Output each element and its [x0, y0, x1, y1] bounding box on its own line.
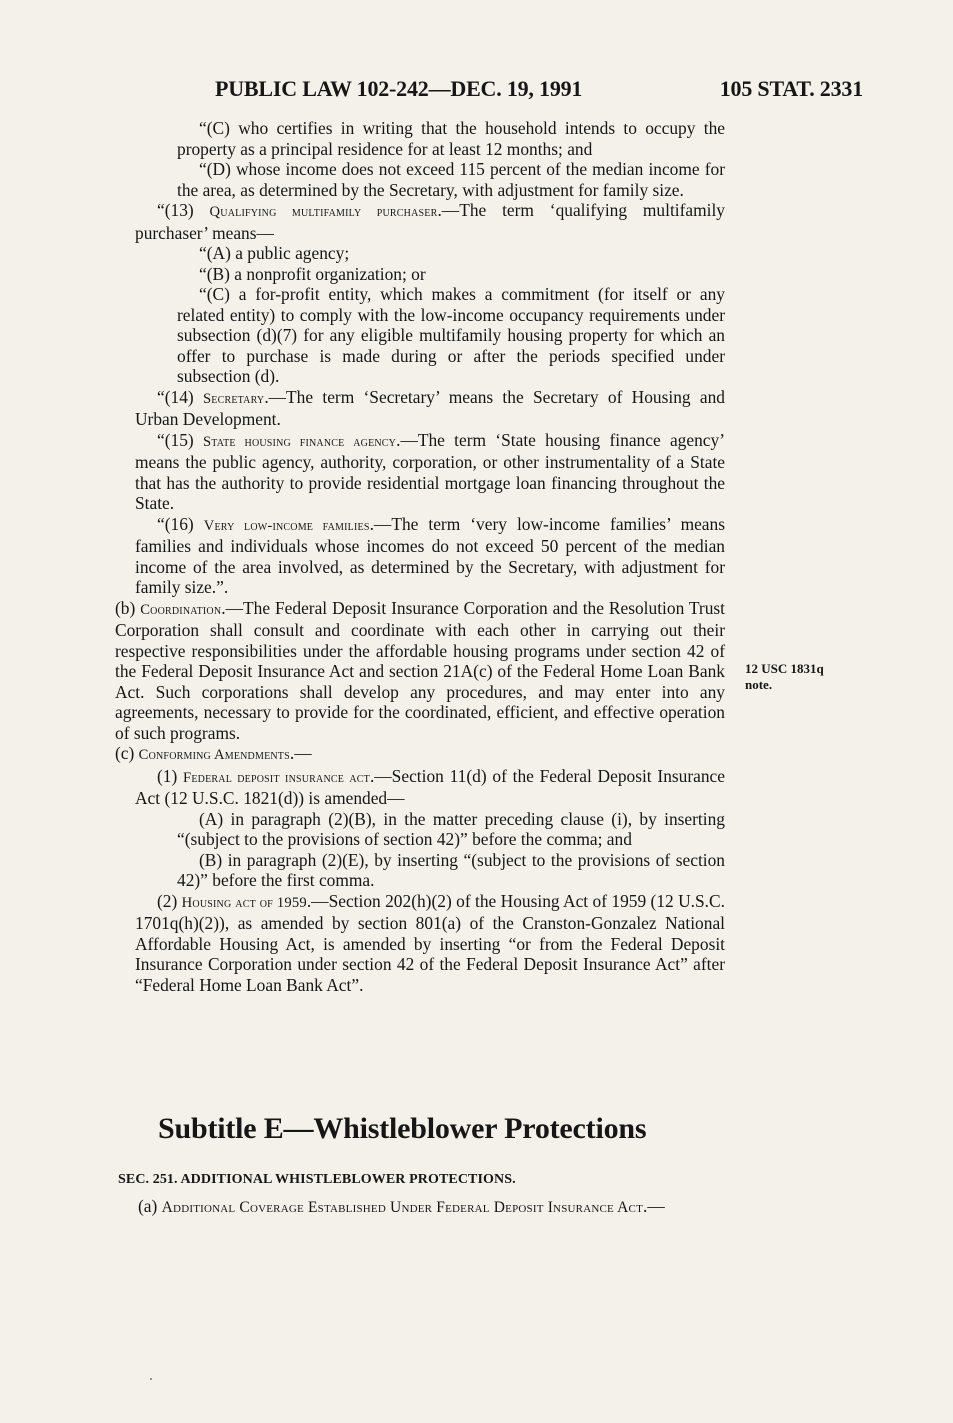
para-c-for-profit: “(C) a for-profit entity, which makes a commitment (for itself or any related entity) to comply with the low-income occupancy requirements under subsection (d)(7) for any eligible multifamily housing property for which an offer to purchase is made during or after the periods specified under subsection (d).: [177, 284, 725, 386]
para-c-certifies: “(C) who certifies in writing that the household intends to occupy the property as a principal residence for at least 12 months; and: [177, 118, 725, 159]
main-text: [115, 118, 725, 995]
term-state-housing-finance-agency: State housing finance agency: [202, 433, 397, 450]
subsection-c-conforming: (c) Conforming Amendments.—: [115, 743, 312, 763]
section-a-suffix: .—: [643, 1196, 665, 1216]
scan-speck: [150, 1378, 152, 1380]
para-d-income: “(D) whose income does not exceed 115 percent of the median income for the area, as determined by the Secretary, with adjustment for family size.: [177, 159, 725, 200]
para-14: “(14) Secretary.—The term ‘Secretary’ means the Secretary of Housing and Urban Development.: [135, 386, 725, 429]
section-251-heading: SEC. 251. ADDITIONAL WHISTLEBLOWER PROTECTIONS.: [118, 1172, 516, 1187]
section-251-a: [118, 1196, 723, 1218]
section-a-caption: Additional Coverage Established Under Federal Deposit Insurance Act: [161, 1199, 644, 1216]
term-qualifying-multifamily-purchaser: Qualifying multifamily purchaser: [209, 204, 438, 220]
term-conforming-amendments: Conforming Amendments: [138, 747, 290, 763]
para-13: “(13) Qualifying multifamily purchaser.—The term ‘qualifying multifamily purchaser’ means—: [135, 200, 726, 243]
term-federal-deposit-insurance-act: Federal deposit insurance act: [183, 769, 370, 786]
para-c1-b: (B) in paragraph (2)(E), by inserting “(subject to the provisions of section 42)” before the first comma.: [177, 849, 725, 890]
subtitle-heading: Subtitle E—Whistleblower Protections: [158, 1112, 647, 1145]
running-header: [215, 76, 863, 104]
term-secretary: Secretary: [202, 390, 265, 407]
section-a-prefix: (a): [138, 1196, 162, 1216]
header-page-number: 105 STAT. 2331: [719, 76, 863, 101]
para-b-nonprofit: “(B) a nonprofit organization; or: [199, 263, 426, 284]
para-c1-a: (A) in paragraph (2)(B), in the matter preceding clause (i), by inserting “(subject to the provisions of section 42)” before the comma; and: [177, 808, 725, 849]
para-c1-fdia: (1) Federal deposit insurance act.—Section 11(d) of the Federal Deposit Insurance Act (12 U.S.C. 1821(d)) is amended—: [135, 765, 725, 808]
margin-note-citation: 12 USC 1831q: [745, 661, 824, 676]
para-c2-housing-act: (2) Housing act of 1959.—Section 202(h)(2) of the Housing Act of 1959 (12 U.S.C. 1701q(h)(2)), as amended by section 801(a) of the Cranston-Gonzalez National Affordable Housing Act, is amended by inserting “or from the Federal Deposit Insurance Corporation under section 42 of the Federal Deposit Insurance Act” after “Federal Home Loan Bank Act”.: [135, 890, 725, 995]
para-16: “(16) Very low-income families.—The term ‘very low-income families’ means families and individuals whose incomes do not exceed 50 percent of the median income of the area involved, as determined by the Secretary, with adjustment for family size.”.: [135, 513, 725, 597]
term-housing-act-of-1959: Housing act of 1959: [181, 894, 307, 911]
para-a-public-agency: “(A) a public agency;: [199, 243, 350, 263]
margin-citation-note: [745, 661, 824, 693]
para-15: “(15) State housing finance agency.—The term ‘State housing finance agency’ means the public agency, authority, corporation, or other instrumentality of a State that has the authority to provide residential mortgage loan financing throughout the State.: [135, 429, 725, 513]
margin-note-label: note.: [745, 677, 773, 692]
term-very-low-income-families: Very low-income families: [203, 517, 370, 534]
header-law-citation: PUBLIC LAW 102-242—DEC. 19, 1991: [215, 76, 583, 101]
term-coordination: Coordination: [140, 601, 222, 618]
subsection-b-coordination: (b) Coordination.—The Federal Deposit Insurance Corporation and the Resolution Trust Corporation shall consult and coordinate with each other in carrying out their respective responsibilities under the affordable housing programs under section 42 of the Federal Deposit Insurance Act and section 21A(c) of the Federal Home Loan Bank Act. Such corporations shall develop any procedures, and may enter into any agreements, necessary to provide for the coordinated, efficient, and effective operation of such programs.: [115, 597, 725, 743]
